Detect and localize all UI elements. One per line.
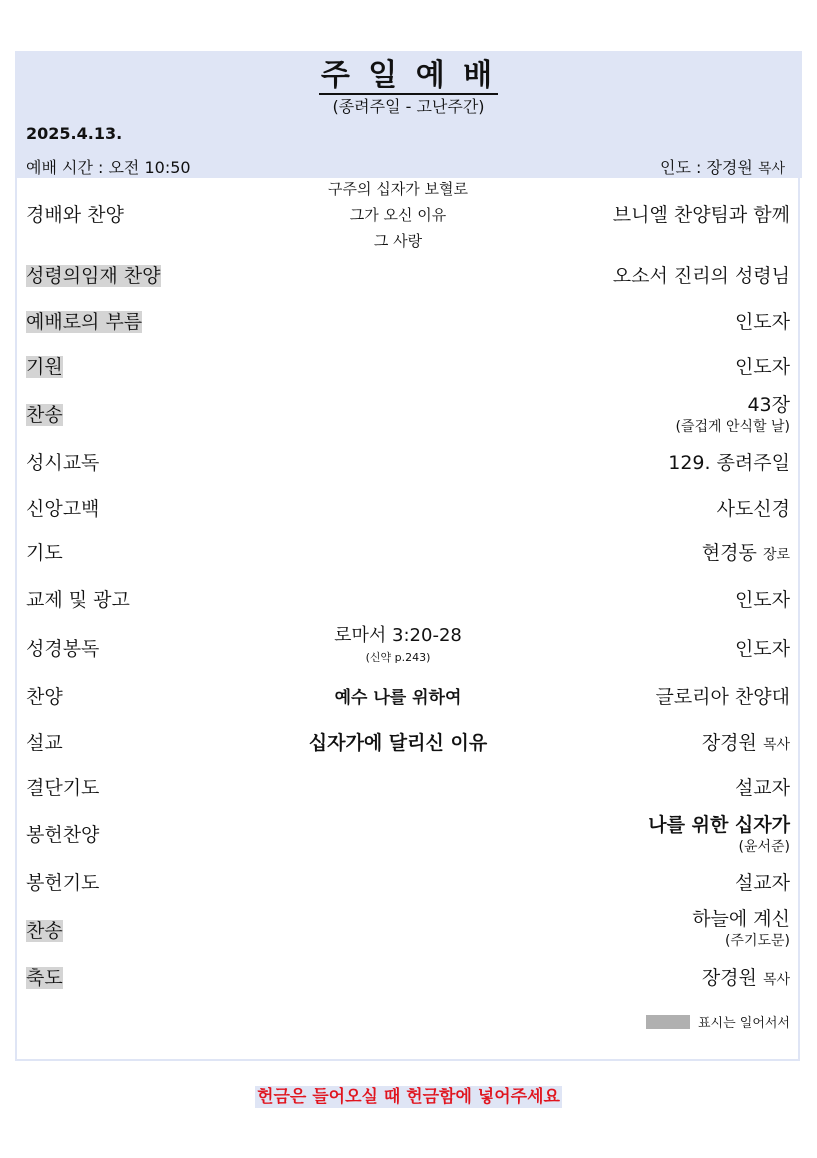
order-right-benediction: 장경원 목사 <box>701 967 790 989</box>
order-right-spirit-praise: 오소서 진리의 성령님 <box>612 265 790 287</box>
service-date: 2025.4.13. <box>26 124 123 143</box>
order-label-offertory: 봉헌찬양 <box>26 824 100 846</box>
order-label-creed: 신앙고백 <box>26 498 100 520</box>
order-right-responsive-reading: 129. 종려주일 <box>668 452 790 474</box>
order-right-invocation: 인도자 <box>734 356 790 378</box>
order-label-responsive-reading: 성시교독 <box>26 452 100 474</box>
order-label-benediction: 축도 <box>26 967 63 989</box>
page-subtitle: (종려주일 - 고난주간) <box>332 97 485 116</box>
legend-swatch <box>646 1015 690 1029</box>
standing-legend <box>646 1012 790 1031</box>
order-label-hymn-1: 찬송 <box>26 404 63 426</box>
order-right-call-to-worship: 인도자 <box>734 311 790 333</box>
service-time: 예배 시간 : 오전 10:50 <box>26 158 191 177</box>
order-right-offertory: 나를 위한 십자가 (윤서준) <box>648 814 790 855</box>
order-right-commitment-prayer: 설교자 <box>734 777 790 799</box>
order-label-hymn-2: 찬송 <box>26 920 63 942</box>
sermon-title: 십자가에 달리신 이유 <box>308 732 488 754</box>
order-label-praise: 경배와 찬양 <box>26 204 124 226</box>
praise-song-list: 구주의 십자가 보혈로 그가 오신 이유 그 사랑 <box>328 180 468 250</box>
order-right-sermon: 장경원 목사 <box>701 732 790 754</box>
order-label-anthem: 찬양 <box>26 686 63 708</box>
order-right-announcements: 인도자 <box>734 589 790 611</box>
order-right-praise: 브니엘 찬양팀과 함께 <box>612 204 790 226</box>
service-leader: 인도 : 장경원 목사 <box>660 158 785 177</box>
order-right-scripture: 인도자 <box>734 638 790 660</box>
offering-notice: 헌금은 들어오실 때 헌금함에 넣어주세요 <box>257 1087 560 1107</box>
order-label-commitment-prayer: 결단기도 <box>26 777 100 799</box>
order-label-scripture: 성경봉독 <box>26 638 100 660</box>
order-right-creed: 사도신경 <box>716 498 790 520</box>
legend-text: 표시는 일어서서 <box>697 1016 790 1031</box>
order-label-spirit-praise: 성령의임재 찬양 <box>26 265 161 287</box>
order-label-invocation: 기원 <box>26 356 63 378</box>
order-right-offering-prayer: 설교자 <box>734 872 790 894</box>
page-title: 주 일 예 배 <box>320 58 497 93</box>
order-label-call-to-worship: 예배로의 부름 <box>26 311 143 333</box>
order-right-hymn-2: 하늘에 계신 (주기도문) <box>692 908 790 949</box>
order-label-announcements: 교제 및 광고 <box>26 589 130 611</box>
order-label-prayer: 기도 <box>26 542 63 564</box>
anthem-title: 예수 나를 위하여 <box>334 688 462 708</box>
order-right-anthem: 글로리아 찬양대 <box>655 686 790 708</box>
order-right-hymn-1: 43장 (즐겁게 안식할 날) <box>675 394 790 435</box>
order-label-offering-prayer: 봉헌기도 <box>26 872 100 894</box>
order-right-prayer: 현경동 장로 <box>701 542 790 564</box>
order-label-sermon: 설교 <box>26 732 63 754</box>
scripture-reference: 로마서 3:20-28 (신약 p.243) <box>334 625 462 664</box>
